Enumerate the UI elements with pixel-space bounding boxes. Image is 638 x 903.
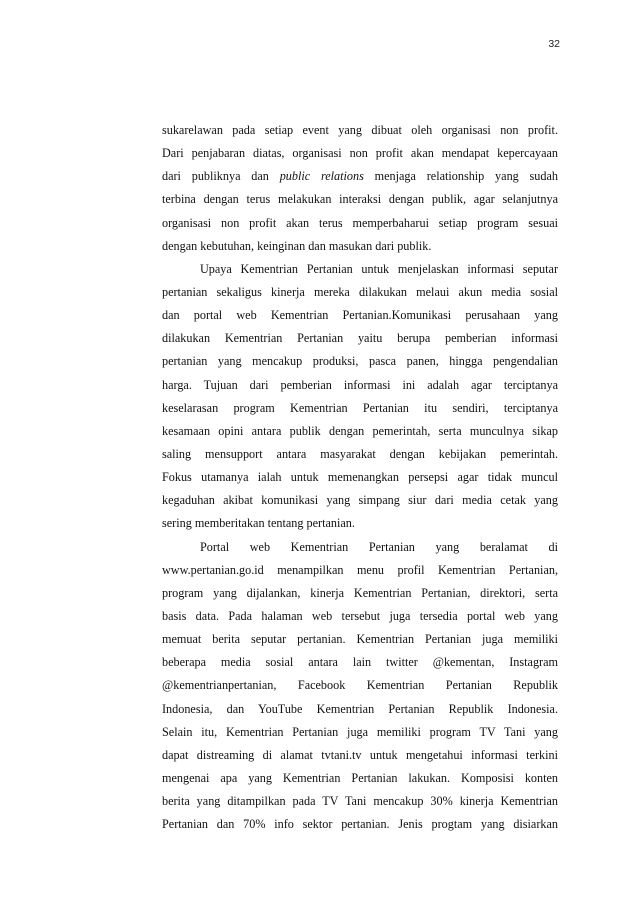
- text-segment: keselarasan program Kementrian Pertanian itu sendiri, terciptanya: [162, 400, 558, 415]
- text-line: [162, 790, 558, 813]
- text-line: [162, 327, 558, 350]
- text-line: [162, 397, 558, 420]
- text-segment: pertanian yang mencakup produksi, pasca panen, hingga pengendalian: [162, 354, 558, 369]
- text-segment: program yang dijalankan, kinerja Kementrian Pertanian, direktori, serta: [162, 585, 558, 600]
- text-line: [162, 512, 558, 535]
- italic-term: public relations: [279, 169, 364, 184]
- text-segment: mengenai apa yang Kementrian Pertanian lakukan. Komposisi konten: [162, 770, 558, 785]
- text-segment: sukarelawan pada setiap event yang dibuat oleh organisasi non profit.: [162, 123, 558, 137]
- text-line: [162, 767, 558, 790]
- text-segment: dengan kebutuhan, keinginan dan masukan dari publik.: [162, 238, 432, 253]
- text-line: [162, 698, 558, 721]
- text-line: [162, 744, 558, 767]
- text-line: [162, 628, 558, 651]
- text-segment: dapat distreaming di alamat tvtani.tv untuk mengetahui informasi terkini: [162, 747, 558, 762]
- text-segment: dilakukan Kementrian Pertanian yaitu berupa pemberian informasi: [162, 331, 558, 346]
- text-line: [162, 258, 558, 281]
- text-line: [162, 559, 558, 582]
- text-segment: memuat berita seputar pertanian. Kementrian Pertanian juga memiliki: [162, 632, 558, 647]
- text-line: [162, 536, 558, 559]
- text-segment: Upaya Kementrian Pertanian untuk menjelaskan informasi seputar: [200, 261, 558, 276]
- text-line: [162, 281, 558, 304]
- text-segment: terbina dengan terus melakukan interaksi dengan publik, agar selanjutnya: [162, 192, 558, 207]
- text-segment: Dari penjabaran diatas, organisasi non profit akan mendapat kepercayaan: [162, 146, 558, 161]
- text-segment: kegaduhan akibat komunikasi yang simpang siur dari media cetak yang: [162, 493, 558, 508]
- text-line: [162, 212, 558, 235]
- text-segment: berita yang ditampilkan pada TV Tani mencakup 30% kinerja Kementrian: [162, 794, 558, 809]
- text-segment: Pertanian dan 70% info sektor pertanian. Jenis progtam yang disiarkan: [162, 817, 558, 832]
- text-segment: Indonesia, dan YouTube Kementrian Pertanian Republik Indonesia.: [162, 701, 558, 716]
- text-segment: dari publiknya dan: [162, 169, 280, 184]
- text-segment: dan portal web Kementrian Pertanian.Komunikasi perusahaan yang: [162, 308, 558, 323]
- text-line: [162, 420, 558, 443]
- text-segment: @kementrianpertanian, Facebook Kementrian Pertanian Republik: [162, 678, 558, 693]
- text-segment: Fokus utamanya ialah untuk memenangkan persepsi agar tidak muncul: [162, 470, 558, 485]
- text-segment: pertanian sekaligus kinerja mereka dilakukan melaui akun media sosial: [162, 284, 558, 299]
- text-line: [162, 674, 558, 697]
- text-line: [162, 165, 558, 188]
- text-segment: kesamaan opini antara publik dengan pemerintah, serta munculnya sikap: [162, 423, 558, 438]
- text-line: [162, 466, 558, 489]
- text-line: [162, 813, 558, 836]
- text-line: [162, 721, 558, 744]
- text-line: [162, 605, 558, 628]
- text-line: [162, 350, 558, 373]
- text-segment: www.pertanian.go.id menampilkan menu profil Kementrian Pertanian,: [162, 562, 558, 577]
- text-line: [162, 582, 558, 605]
- text-segment: sering memberitakan tentang pertanian.: [162, 516, 355, 531]
- text-segment: harga. Tujuan dari pemberian informasi ini adalah agar terciptanya: [162, 377, 558, 392]
- text-segment: menjaga relationship yang sudah: [363, 169, 558, 184]
- text-line: [162, 651, 558, 674]
- text-line: [162, 443, 558, 466]
- text-segment: saling mensupport antara masyarakat dengan kebijakan pemerintah.: [162, 446, 558, 461]
- text-segment: organisasi non profit akan terus memperbaharui setiap program sesuai: [162, 215, 558, 230]
- text-segment: Selain itu, Kementrian Pertanian juga memiliki program TV Tani yang: [162, 724, 558, 739]
- text-line: [162, 235, 558, 258]
- page-number: 32: [548, 38, 560, 50]
- text-line: [162, 374, 558, 397]
- body-text: [162, 119, 558, 836]
- text-line: [162, 188, 558, 211]
- text-line: [162, 119, 558, 142]
- text-segment: Portal web Kementrian Pertanian yang beralamat di: [200, 539, 558, 554]
- text-segment: basis data. Pada halaman web tersebut juga tersedia portal web yang: [162, 608, 558, 623]
- text-segment: beberapa media sosial antara lain twitter @kementan, Instagram: [162, 655, 558, 670]
- text-line: [162, 489, 558, 512]
- text-line: [162, 142, 558, 165]
- text-line: [162, 304, 558, 327]
